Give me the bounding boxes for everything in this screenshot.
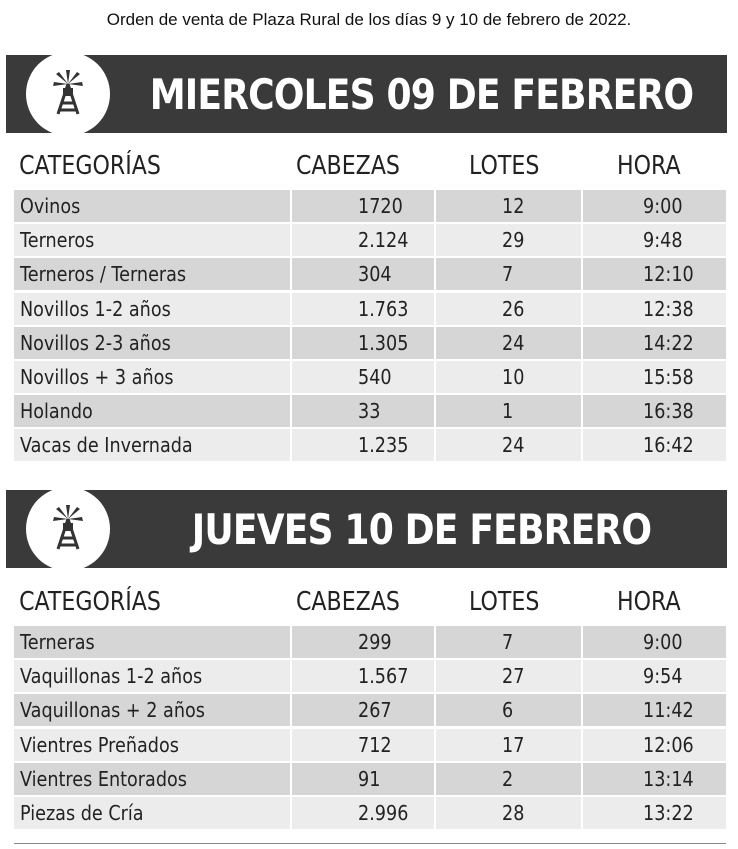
row-heads (292, 660, 434, 692)
row-time (583, 258, 726, 290)
row-lots-text: 7 (501, 630, 513, 654)
row-lots-text: 24 (501, 330, 525, 355)
row-time (583, 626, 726, 658)
day2-banner (6, 490, 727, 568)
row-heads (292, 626, 434, 658)
row-category (14, 395, 290, 427)
row-heads (292, 797, 434, 829)
table-row (14, 190, 726, 224)
header-category: CATEGORÍAS (19, 151, 161, 181)
row-time-text: 12:06 (643, 732, 695, 757)
row-heads (292, 763, 434, 795)
table-row (14, 797, 726, 831)
header-time: HORA (617, 151, 681, 181)
row-category-text: Vientres Preñados (20, 732, 179, 757)
day2-table (14, 578, 726, 831)
row-time-text: 13:22 (643, 800, 695, 825)
table-row (14, 429, 726, 463)
row-time-text: 12:10 (643, 262, 695, 287)
row-lots (436, 293, 582, 325)
row-time (583, 224, 726, 256)
row-lots (436, 258, 582, 290)
row-category-text: Terneros (20, 228, 95, 253)
row-category (14, 660, 290, 692)
row-heads (292, 429, 434, 461)
row-time-text: 11:42 (643, 698, 695, 723)
row-category (14, 190, 290, 222)
row-time-text: 9:00 (643, 194, 683, 218)
row-category (14, 429, 290, 461)
row-category-text: Terneros / Terneras (20, 262, 187, 287)
row-time-text: 14:22 (643, 330, 695, 355)
row-time-text: 12:38 (643, 296, 695, 321)
row-time-text: 9:54 (643, 664, 683, 689)
day1-banner (6, 55, 727, 133)
row-lots (436, 763, 582, 795)
table-row (14, 763, 726, 797)
header-lots: LOTES (468, 587, 539, 617)
row-lots (436, 797, 582, 829)
row-lots-text: 1 (501, 399, 513, 424)
row-heads (292, 190, 434, 222)
day2-title: JUEVES 10 DE FEBRERO (191, 504, 652, 554)
row-time (583, 395, 726, 427)
row-category (14, 797, 290, 829)
row-lots-text: 12 (501, 194, 525, 218)
row-category (14, 224, 290, 256)
row-lots (436, 190, 582, 222)
row-time-text: 9:48 (643, 228, 683, 253)
row-heads-text: 299 (357, 630, 392, 654)
table-header (14, 142, 726, 190)
row-heads-text: 33 (357, 399, 381, 424)
row-lots-text: 2 (501, 766, 513, 791)
row-heads (292, 224, 434, 256)
row-heads (292, 694, 434, 726)
row-lots (436, 660, 582, 692)
row-time (583, 763, 726, 795)
row-lots-text: 10 (501, 364, 525, 389)
table-row (14, 694, 726, 728)
row-heads-text: 2.996 (357, 800, 409, 825)
row-lots (436, 729, 582, 761)
header-time: HORA (617, 587, 681, 617)
row-category-text: Piezas de Cría (20, 800, 144, 825)
row-category (14, 729, 290, 761)
row-heads (292, 395, 434, 427)
row-time (583, 327, 726, 359)
row-heads-text: 91 (357, 766, 381, 791)
row-category-text: Vaquillonas + 2 años (20, 698, 205, 723)
day1-table (14, 142, 726, 464)
row-heads-text: 1.305 (357, 330, 409, 355)
windmill-icon (26, 487, 110, 571)
row-category (14, 327, 290, 359)
row-time-text: 16:38 (643, 399, 695, 424)
row-heads (292, 361, 434, 393)
row-heads-text: 2.124 (357, 228, 409, 253)
day1-title: MIERCOLES 09 DE FEBRERO (149, 69, 694, 119)
row-lots-text: 28 (501, 800, 525, 825)
row-category (14, 293, 290, 325)
row-category-text: Ovinos (20, 194, 81, 218)
row-heads-text: 1.763 (357, 296, 409, 321)
row-lots-text: 24 (501, 433, 525, 458)
row-category-text: Holando (20, 399, 93, 424)
table-row (14, 293, 726, 327)
row-time-text: 9:00 (643, 630, 683, 654)
row-category (14, 694, 290, 726)
table-row (14, 327, 726, 361)
table-row (14, 729, 726, 763)
table-header (14, 578, 726, 626)
row-lots (436, 429, 582, 461)
table-row (14, 224, 726, 258)
row-heads (292, 729, 434, 761)
row-category-text: Vientres Entorados (20, 766, 187, 791)
row-category-text: Terneras (20, 630, 95, 654)
row-lots (436, 694, 582, 726)
page-caption: Orden de venta de Plaza Rural de los días 9 y 10 de febrero de 2022. (106, 10, 632, 29)
row-lots-text: 26 (501, 296, 525, 321)
table-row (14, 258, 726, 292)
row-time-text: 16:42 (643, 433, 695, 458)
row-time (583, 293, 726, 325)
row-heads-text: 267 (357, 698, 392, 723)
row-time (583, 361, 726, 393)
row-lots-text: 6 (501, 698, 513, 723)
row-category-text: Novillos + 3 años (20, 364, 174, 389)
row-lots (436, 626, 582, 658)
row-time (583, 729, 726, 761)
row-heads-text: 1.567 (357, 664, 409, 689)
row-time-text: 13:14 (643, 766, 695, 791)
row-heads-text: 712 (357, 732, 392, 757)
table-row (14, 626, 726, 660)
row-lots-text: 7 (501, 262, 513, 287)
header-heads: CABEZAS (296, 587, 401, 617)
row-heads-text: 1.235 (357, 433, 409, 458)
header-heads: CABEZAS (296, 151, 401, 181)
row-lots (436, 327, 582, 359)
row-category-text: Novillos 1-2 años (20, 296, 171, 321)
row-lots-text: 27 (501, 664, 525, 689)
bottom-divider (14, 843, 726, 844)
row-lots-text: 29 (501, 228, 525, 253)
header-lots: LOTES (468, 151, 539, 181)
row-time (583, 694, 726, 726)
row-time (583, 660, 726, 692)
table-row (14, 395, 726, 429)
row-heads (292, 293, 434, 325)
row-time (583, 429, 726, 461)
windmill-icon (26, 52, 110, 136)
row-time-text: 15:58 (643, 364, 695, 389)
row-category (14, 258, 290, 290)
row-heads (292, 258, 434, 290)
row-time (583, 797, 726, 829)
row-category (14, 361, 290, 393)
row-category-text: Vaquillonas 1-2 años (20, 664, 203, 689)
row-heads-text: 540 (357, 364, 392, 389)
row-lots-text: 17 (501, 732, 525, 757)
row-lots (436, 224, 582, 256)
row-category (14, 626, 290, 658)
row-time (583, 190, 726, 222)
row-lots (436, 361, 582, 393)
table-row (14, 361, 726, 395)
row-heads-text: 1720 (357, 194, 403, 218)
row-heads (292, 327, 434, 359)
header-category: CATEGORÍAS (19, 587, 161, 617)
table-row (14, 660, 726, 694)
row-heads-text: 304 (357, 262, 392, 287)
row-category-text: Novillos 2-3 años (20, 330, 171, 355)
row-category (14, 763, 290, 795)
row-lots (436, 395, 582, 427)
row-category-text: Vacas de Invernada (20, 433, 193, 458)
